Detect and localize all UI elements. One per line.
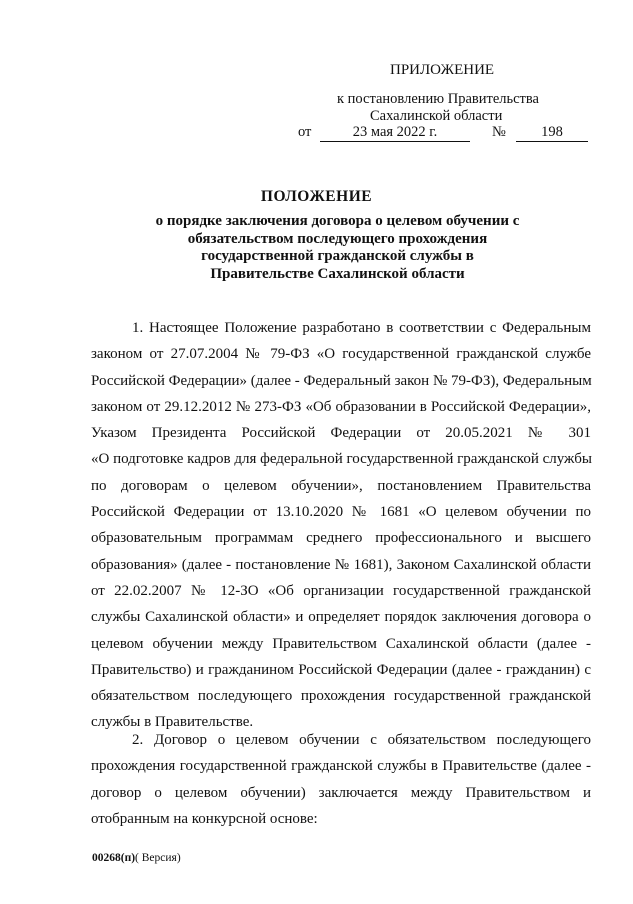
- number-sign: №: [492, 124, 506, 140]
- text-line: Российской Федерации от 13.10.2020 № 1681 «О целевом обучении по: [91, 504, 591, 521]
- text-line: службы в Правительстве.: [91, 714, 254, 731]
- document-footer: [92, 852, 181, 864]
- text-line: отобранным на конкурсной основе:: [91, 810, 318, 827]
- text-line: 2. Договор о целевом обучении с обязательством последующего: [132, 732, 591, 748]
- text-line: обязательством последующего прохождения государственной гражданской: [91, 688, 591, 705]
- text-line: «О подготовке кадров для федеральной государственной гражданской службы: [91, 451, 592, 468]
- text-line: 1. Настоящее Положение разработано в соответствии с Федеральным: [132, 320, 591, 336]
- text-line: службы Сахалинской области» и определяет порядок заключения договора о: [91, 609, 591, 626]
- text-line: законом от 29.12.2012 № 273-ФЗ «Об образовании в Российской Федерации»,: [91, 398, 591, 415]
- text-line: целевом обучении между Правительством Сахалинской области (далее -: [91, 635, 591, 652]
- text-line: прохождения государственной гражданской службы в Правительстве (далее -: [91, 758, 591, 775]
- subtitle-line: государственной гражданской службы в: [201, 248, 474, 264]
- appendix-title: ПРИЛОЖЕНИЕ: [390, 62, 495, 78]
- text-line: от 22.02.2007 № 12-ЗО «Об организации государственной гражданской: [91, 582, 591, 599]
- document-title: ПОЛОЖЕНИЕ: [260, 188, 373, 205]
- paragraph-1: [91, 315, 591, 736]
- subtitle-line: обязательством последующего прохождения: [187, 230, 488, 247]
- text-line: законом от 27.07.2004 № 79-ФЗ «О государственной гражданской службе: [91, 346, 591, 363]
- subtitle-line: о порядке заключения договора о целевом обучении с: [155, 213, 520, 229]
- paragraph-2: [91, 727, 591, 832]
- from-label: от: [298, 124, 312, 140]
- decree-number: 198: [516, 124, 588, 142]
- appendix-line-1: к постановлению Правительства: [337, 91, 539, 107]
- text-line: образования» (далее - постановление № 1681), Законом Сахалинской области: [91, 556, 591, 573]
- document-version: ( Версия): [135, 852, 181, 864]
- text-line: договор о целевом обучении) заключается между Правительством и: [91, 784, 591, 801]
- text-line: по договорам о целевом обучении», постановлением Правительства: [91, 477, 591, 494]
- text-line: Российской Федерации» (далее - Федеральный закон № 79-ФЗ), Федеральным: [91, 372, 592, 389]
- appendix-date-row: [298, 124, 598, 144]
- text-line: образовательным программам среднего профессионального и высшего: [91, 530, 591, 547]
- document-subtitle: [140, 213, 535, 283]
- subtitle-line: Правительстве Сахалинской области: [210, 265, 465, 282]
- document-code: 00268(п): [92, 852, 136, 864]
- appendix-line-2: Сахалинской области: [370, 108, 503, 124]
- decree-date: 23 мая 2022 г.: [320, 124, 470, 142]
- text-line: Указом Президента Российской Федерации от 20.05.2021 № 301: [91, 425, 591, 442]
- text-line: Правительство) и гражданином Российской Федерации (далее - гражданин) с: [91, 661, 591, 678]
